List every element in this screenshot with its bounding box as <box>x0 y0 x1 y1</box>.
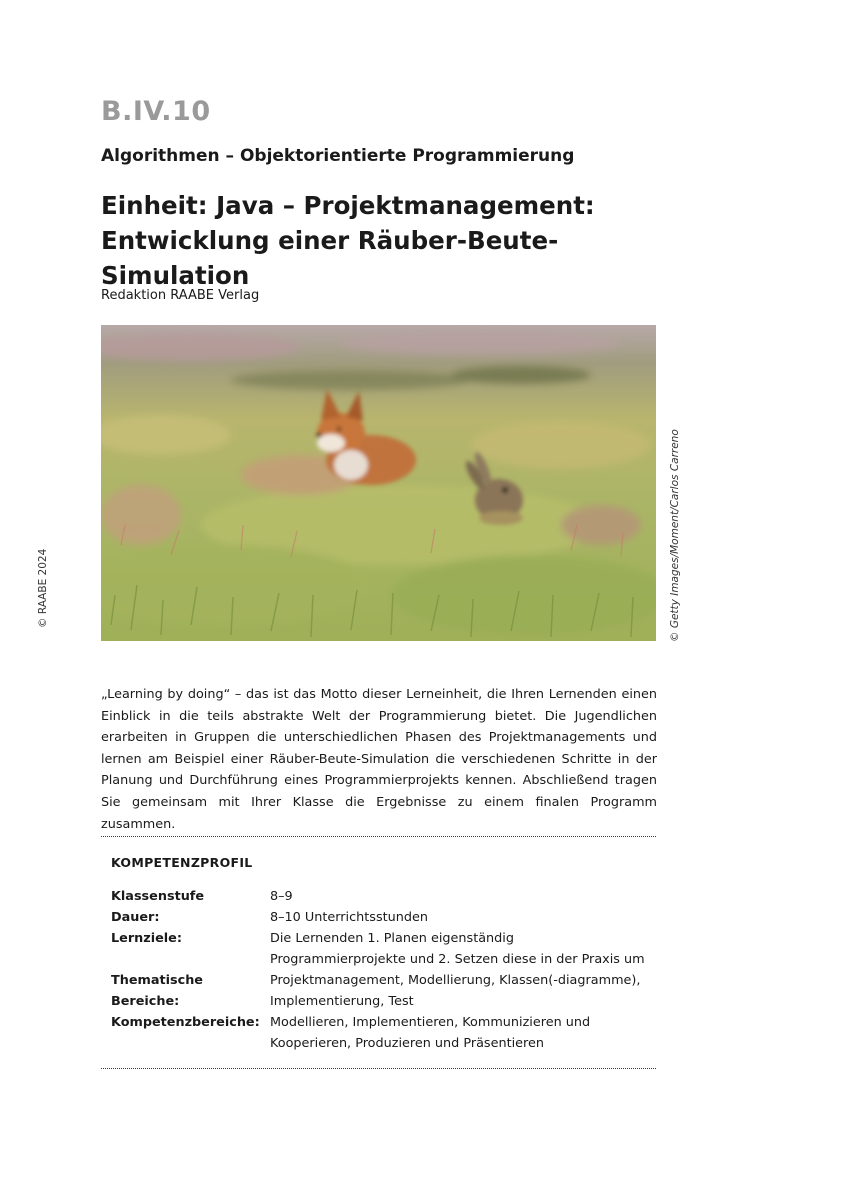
profile-label: Kompetenzbereiche: <box>111 1015 260 1030</box>
competence-profile <box>111 886 651 1054</box>
intro-paragraph: „Learning by doing“ – das ist das Motto dieser Lerneinheit, die Ihren Lernenden einen Einblick in die teils abstrakte Welt der Programmierung bietet. Die Jugendlichen erarbeiten in Gruppen die unterschiedlichen Phasen des Projektmanagements und lernen am Beispiel einer Räuber-Beute-Simulation die verschiedenen Schritte in der Planung und Durchführung eines Programmierprojekts kennen. Abschließend tragen Sie gemeinsam mit Ihrer Klasse die Ergebnisse zu einem finalen Programm zusammen. <box>101 687 657 832</box>
page-title: Einheit: Java – Projektmanagement: Entwicklung einer Räuber-Beute-Simulation <box>101 191 595 290</box>
top-divider <box>101 836 656 837</box>
bottom-divider <box>101 1068 656 1069</box>
profile-row-dauer <box>111 907 651 928</box>
fox-and-rabbit-photo <box>101 325 656 641</box>
photo-credit: © Getty Images/Moment/Carlos Carreno <box>669 429 681 642</box>
unit-code: B.IV.10 <box>101 96 211 127</box>
profile-heading: KOMPETENZPROFIL <box>111 855 253 870</box>
profile-value: Die Lernenden 1. Planen eigenständig Programmierprojekte und 2. Setzen diese in der Praxis um <box>270 931 645 967</box>
profile-row-lernziele <box>111 928 651 970</box>
copyright-note: © RAABE 2024 <box>37 548 49 628</box>
profile-label: Lernziele: <box>111 931 182 946</box>
author-line: Redaktion RAABE Verlag <box>101 288 260 303</box>
profile-label: Dauer: <box>111 910 160 925</box>
profile-value: 8–10 Unterrichtsstunden <box>270 910 428 925</box>
profile-row-klassenstufe <box>111 886 651 907</box>
profile-value: 8–9 <box>270 889 293 904</box>
profile-row-thematische-bereiche <box>111 970 651 1012</box>
profile-row-kompetenzbereiche <box>111 1012 651 1054</box>
profile-label: Thematische Bereiche: <box>111 973 203 1009</box>
subject-heading: Algorithmen – Objektorientierte Programmierung <box>101 146 575 166</box>
profile-value: Modellieren, Implementieren, Kommunizieren und Kooperieren, Produzieren und Präsentieren <box>270 1015 591 1051</box>
profile-value: Projektmanagement, Modellierung, Klassen(-diagramme), Implementierung, Test <box>270 973 641 1009</box>
profile-label: Klassenstufe <box>111 889 205 904</box>
